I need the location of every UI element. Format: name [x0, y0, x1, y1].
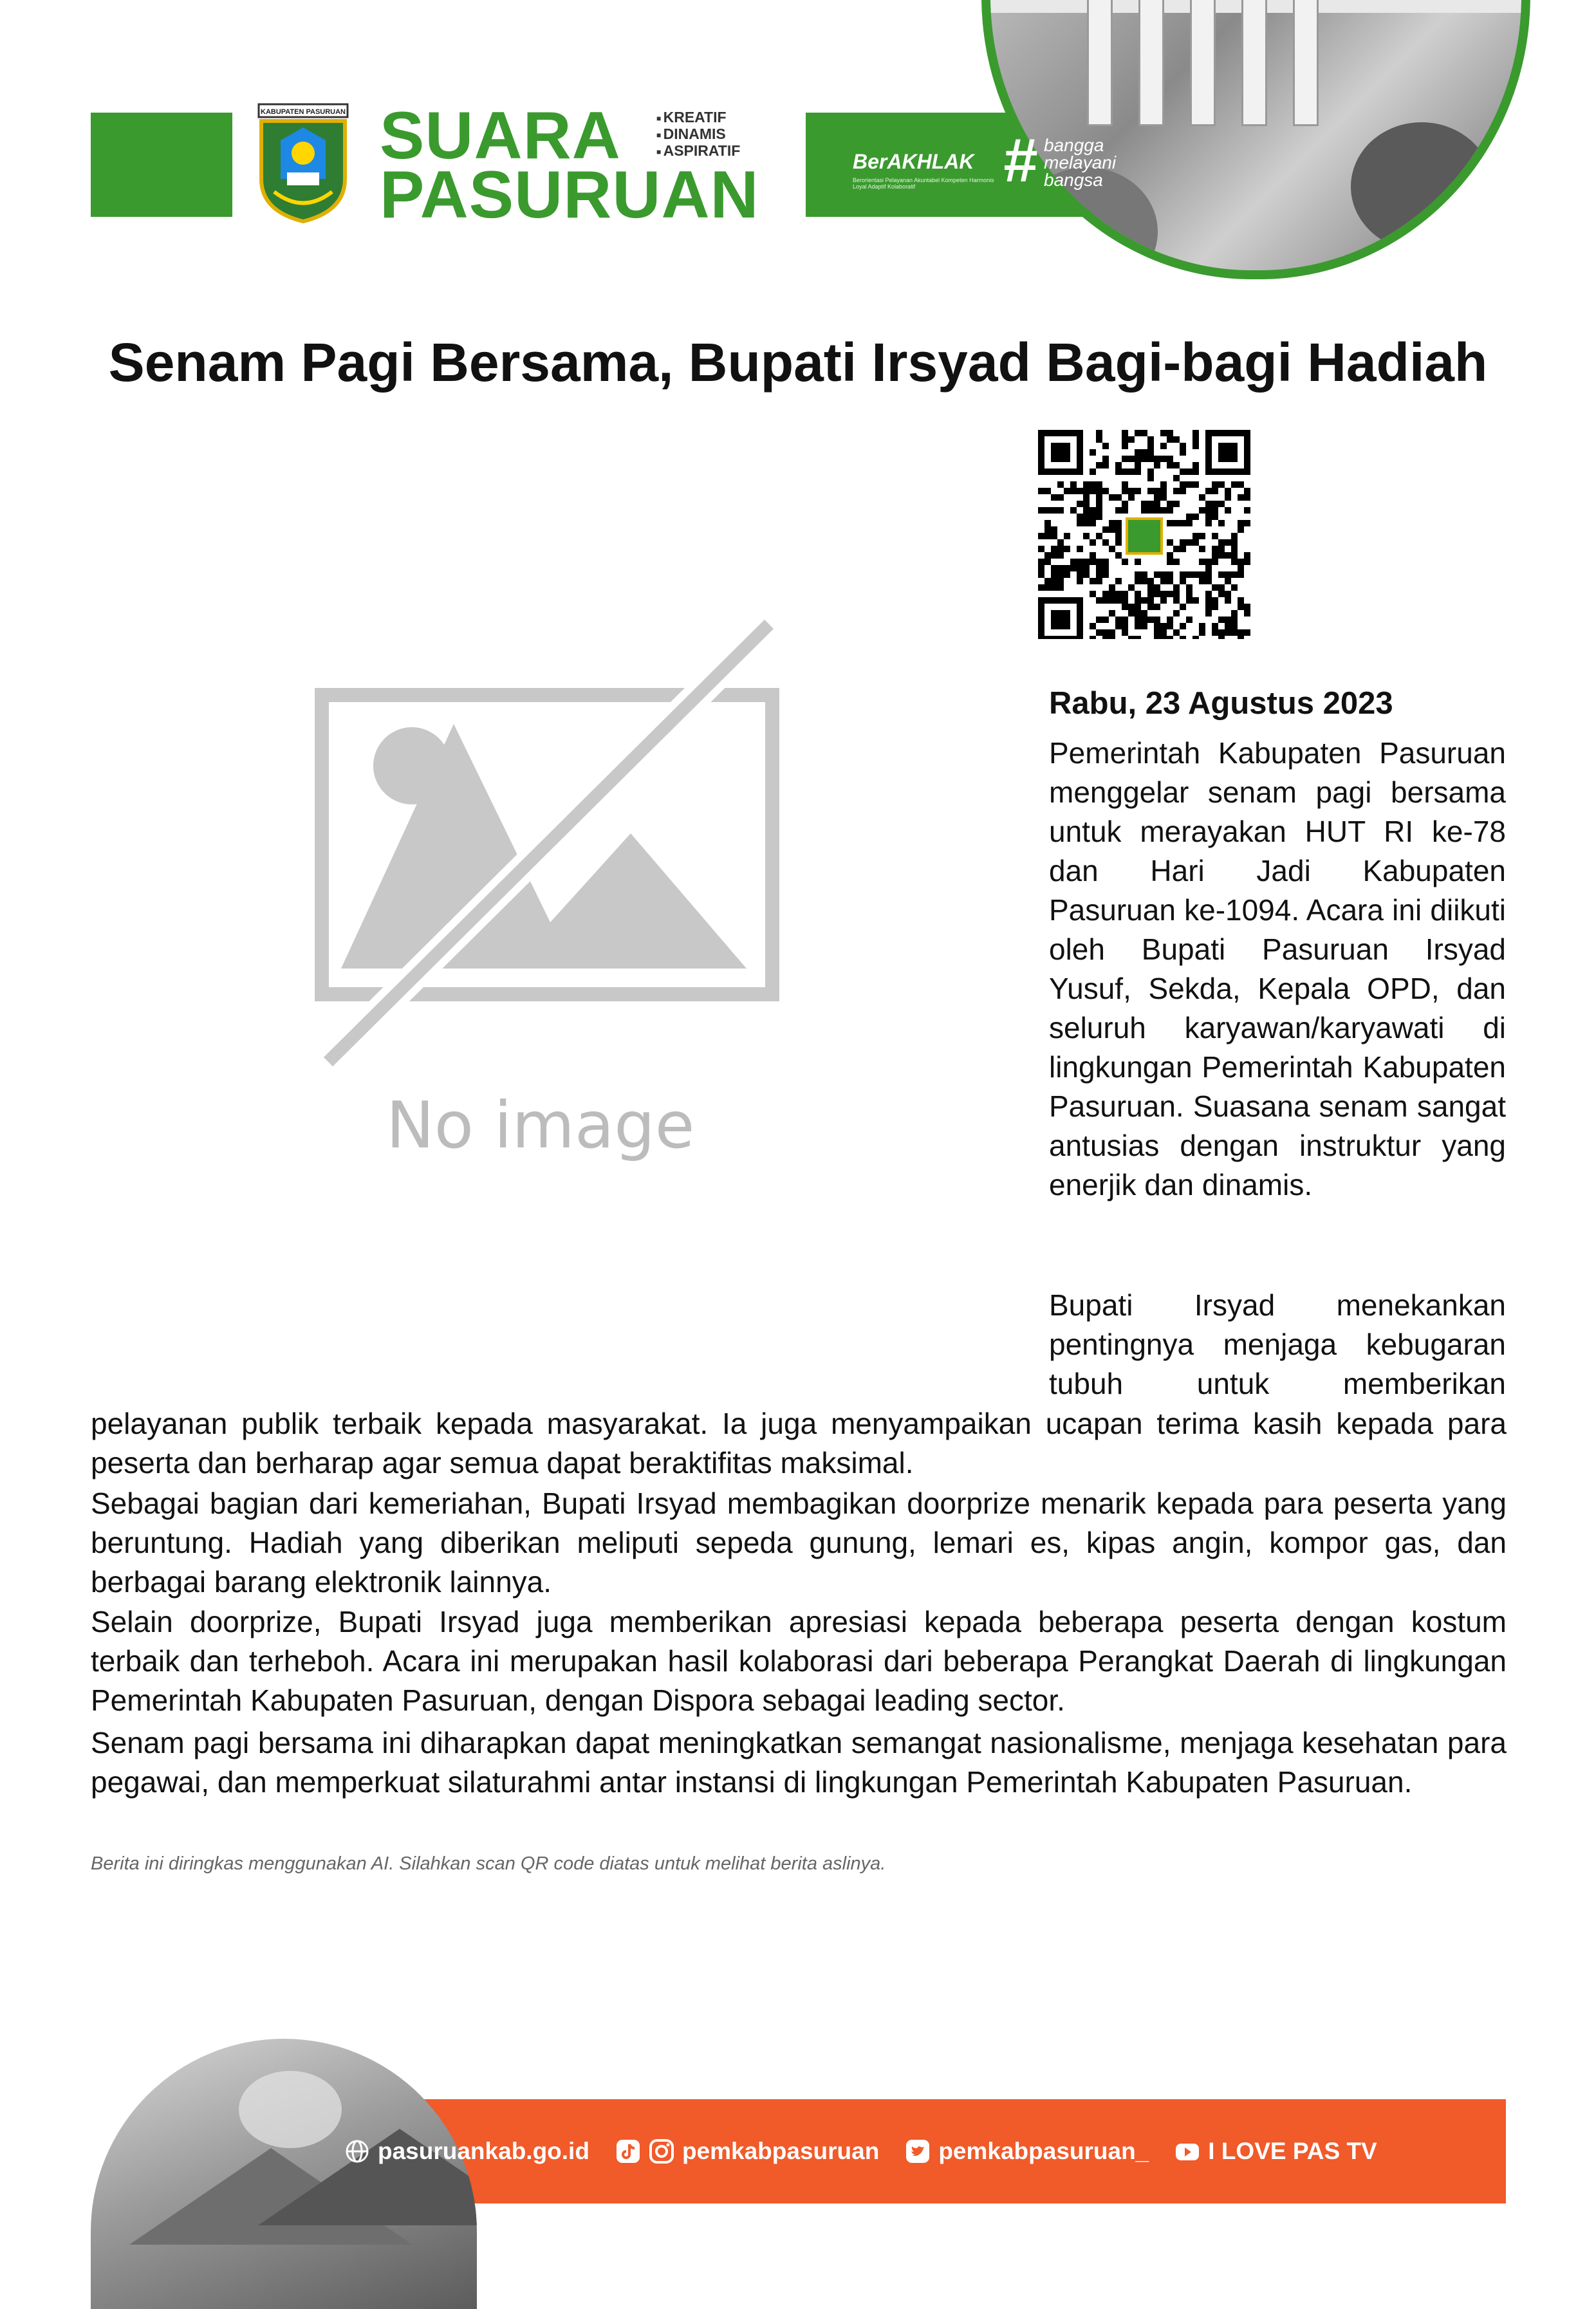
paragraph-2-end: pelayanan publik terbaik kepada masyarakat. Ia juga menyampaikan ucapan terima kasih kepada para peserta dan berharap agar semua dapat beraktifitas maksimal. — [91, 1407, 1507, 1479]
paragraph-1: Pemerintah Kabupaten Pasuruan menggelar senam pagi bersama untuk merayakan HUT RI ke-78 dan Hari Jadi Kabupaten Pasuruan ke-1094. Acara ini diikuti oleh Bupati Pasuruan Irsyad Yusuf, Sekda, Kepala OPD, dan seluruh karyawan/karyawati di lingkungan Pemerintah Kabupaten Pasuruan. Suasana senam sangat antusias dengan instruktur yang enerjik dan dinamis. — [1049, 736, 1506, 1201]
paragraph-3: Sebagai bagian dari kemeriahan, Bupati Irsyad membagikan doorprize menarik kepada para peserta yang beruntung. Hadiah yang diberikan meliputi sepeda gunung, lemari es, kipas angin, kompor gas, dan berbagai barang elektronik lainnya. — [91, 1487, 1507, 1599]
hashtag-icon: # — [1003, 126, 1037, 195]
no-image-placeholder — [302, 611, 798, 1158]
footer-youtube[interactable] — [1174, 2138, 1377, 2165]
brand-line-1: SUARA — [380, 98, 621, 173]
footer-website[interactable] — [344, 2138, 589, 2165]
youtube-icon — [1174, 2138, 1200, 2164]
instagram-icon — [649, 2138, 674, 2164]
ai-summary-note: Berita ini diringkas menggunakan AI. Silahkan scan QR code diatas untuk melihat berita aslinya. — [91, 1853, 886, 1874]
footer-links — [344, 2135, 1403, 2167]
tagline-item: ■ DINAMIS — [656, 126, 740, 143]
kabupaten-crest-logo — [255, 102, 351, 224]
svg-text:KABUPATEN PASURUAN: KABUPATEN PASURUAN — [261, 108, 346, 116]
bangga-line: melayani — [1044, 153, 1117, 172]
paragraph-5: Senam pagi bersama ini diharapkan dapat meningkatkan semangat nasionalisme, menjaga kesehatan para pegawai, dan memperkuat silaturahmi antar instansi di lingkungan Pemerintah Kabupaten Pasuruan. — [91, 1726, 1507, 1799]
bangga-line: bangga — [1044, 135, 1104, 155]
article-title: Senam Pagi Bersama, Bupati Irsyad Bagi-bagi Hadiah — [108, 332, 1488, 393]
paragraph-4: Selain doorprize, Bupati Irsyad juga memberikan apresiasi kepada beberapa peserta dengan kostum terbaik dan terheboh. Acara ini merupakan hasil kolaborasi dari beberapa Perangkat Daerah di lingkungan Pemerintah Kabupaten Pasuruan, dengan Dispora sebagai leading sector. — [91, 1605, 1507, 1717]
youtube-channel[interactable]: I LOVE PAS TV — [1208, 2138, 1377, 2164]
twitter-icon — [905, 2138, 931, 2164]
bangga-melayani-bangsa — [1044, 136, 1116, 189]
header-left-bar — [91, 113, 232, 217]
mountain-photo-arc — [91, 2039, 477, 2309]
social-handle[interactable]: pemkabpasuruan — [682, 2138, 880, 2164]
website-link[interactable]: pasuruankab.go.id — [378, 2138, 589, 2164]
globe-icon — [344, 2138, 370, 2164]
qr-code[interactable] — [1038, 430, 1254, 639]
tagline-item: ■ KREATIF — [656, 109, 740, 126]
brand-line-2: PASURUAN — [380, 158, 759, 232]
berakhlak-logo: BerAKHLAK — [853, 150, 974, 173]
paragraph-2-start: Bupati Irsyad menekankan pentingnya menjaga kebugaran tubuh untuk memberikan — [1049, 1288, 1506, 1400]
footer-twitter[interactable] — [905, 2138, 1149, 2165]
twitter-handle[interactable]: pemkabpasuruan_ — [938, 2138, 1149, 2164]
no-image-label: No image — [386, 1088, 695, 1163]
tagline-item: ■ ASPIRATIF — [656, 143, 740, 160]
bangga-line: bangsa — [1044, 170, 1103, 190]
tagline-list — [656, 109, 740, 160]
article-date: Rabu, 23 Agustus 2023 — [1049, 686, 1393, 721]
tiktok-icon — [615, 2138, 641, 2164]
footer-social[interactable] — [615, 2138, 879, 2165]
berakhlak-subtitle: Berorientasi Pelayanan Akuntabel Kompeten Harmonis Loyal Adaptif Kolaboratif — [853, 177, 994, 190]
